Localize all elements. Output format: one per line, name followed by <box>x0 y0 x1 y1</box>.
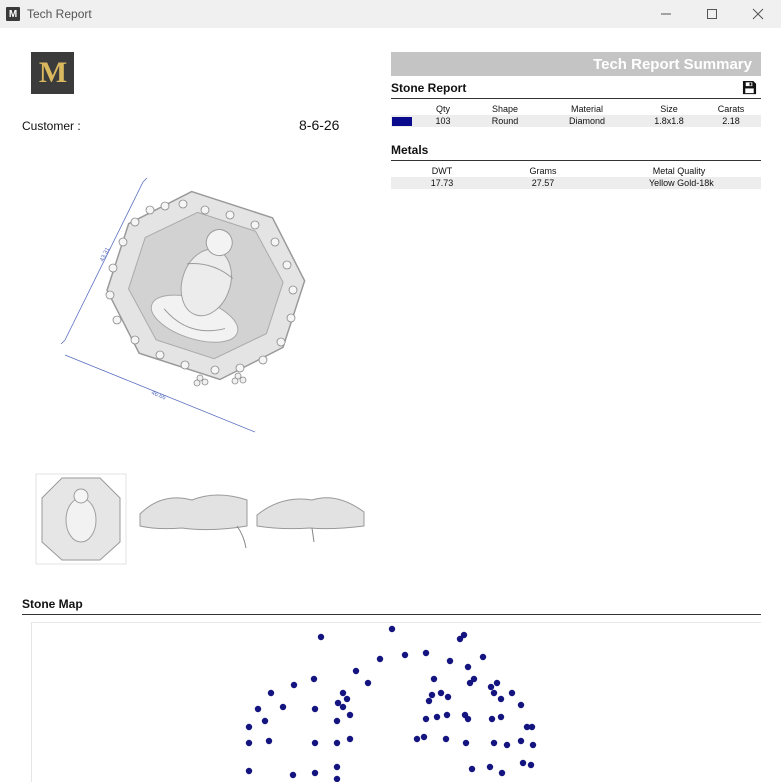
stone-dot <box>377 656 383 662</box>
stone-shape: Round <box>491 116 519 126</box>
stone-dot <box>334 764 340 770</box>
maximize-icon <box>706 8 718 20</box>
table-row <box>391 115 761 127</box>
stone-dot <box>494 680 500 686</box>
stone-dot <box>246 740 252 746</box>
stone-dot <box>347 736 353 742</box>
close-button[interactable] <box>735 0 781 28</box>
metal-dwt: 17.73 <box>430 178 454 188</box>
stone-dot <box>344 696 350 702</box>
stone-dot <box>530 742 536 748</box>
stone-dot <box>266 738 272 744</box>
stone-dot <box>389 626 395 632</box>
stone-dot <box>498 714 504 720</box>
stone-dot <box>480 654 486 660</box>
stone-dot <box>402 652 408 658</box>
close-icon <box>752 8 764 20</box>
stone-dot <box>423 716 429 722</box>
stone-dot <box>499 770 505 776</box>
summary-title: Tech Report Summary <box>593 56 752 73</box>
stone-dot <box>469 766 475 772</box>
minimize-button[interactable] <box>643 0 689 28</box>
stone-dot <box>268 690 274 696</box>
top-view-thumbnail <box>257 498 364 542</box>
col-grams: Grams <box>529 166 557 176</box>
stone-qty: 103 <box>435 116 451 126</box>
minimize-icon <box>660 8 672 20</box>
col-material: Material <box>570 104 603 114</box>
dimension-width-label: 46.66 <box>150 390 167 402</box>
stone-dot <box>340 704 346 710</box>
stone-dot <box>491 690 497 696</box>
stone-dot <box>520 760 526 766</box>
logo-letter: M <box>38 56 67 89</box>
stone-dot <box>312 706 318 712</box>
stone-dot <box>340 690 346 696</box>
window-controls <box>643 0 781 28</box>
stone-dot <box>463 740 469 746</box>
stone-dot <box>509 690 515 696</box>
metals-header-row <box>391 165 761 177</box>
stone-dot <box>426 698 432 704</box>
stone-dot <box>423 650 429 656</box>
stone-dot <box>443 736 449 742</box>
stone-dot <box>334 718 340 724</box>
stone-dot <box>518 738 524 744</box>
stone-dot <box>255 706 261 712</box>
table-row <box>391 177 761 189</box>
col-qty: Qty <box>435 104 450 114</box>
stone-dot <box>421 734 427 740</box>
stone-dot <box>488 684 494 690</box>
col-size: Size <box>660 104 678 114</box>
stone-dot <box>431 676 437 682</box>
pendant-render-image <box>55 170 335 440</box>
metal-grams: 27.57 <box>531 178 555 188</box>
stone-dot <box>528 762 534 768</box>
stone-report-heading <box>391 81 761 99</box>
stone-dot <box>444 712 450 718</box>
stone-dot <box>414 736 420 742</box>
stone-dot <box>246 724 252 730</box>
stone-dot <box>465 716 471 722</box>
stone-carats: 2.18 <box>722 116 740 126</box>
stone-dot <box>262 718 268 724</box>
stone-size: 1.8x1.8 <box>654 116 684 126</box>
col-metal-quality: Metal Quality <box>652 166 706 176</box>
front-view-thumbnail <box>36 474 126 564</box>
app-icon: M <box>6 7 20 21</box>
stone-dot <box>312 740 318 746</box>
stone-map-panel <box>31 622 761 782</box>
stone-dot <box>498 696 504 702</box>
stone-dot <box>447 658 453 664</box>
stone-dot <box>529 724 535 730</box>
summary-header <box>391 52 761 76</box>
customer-label: Customer : <box>22 119 81 133</box>
stone-dot <box>489 716 495 722</box>
window-titlebar <box>0 0 781 28</box>
stone-dot <box>290 772 296 778</box>
report-date: 8-6-26 <box>299 117 340 133</box>
stone-dot <box>434 714 440 720</box>
stone-dot <box>461 632 467 638</box>
stone-dot <box>504 742 510 748</box>
stone-dot <box>312 770 318 776</box>
stone-dot <box>291 682 297 688</box>
stone-dot <box>311 676 317 682</box>
stone-dot <box>429 692 435 698</box>
stone-material: Diamond <box>568 116 606 126</box>
stone-dot <box>518 702 524 708</box>
stone-dot <box>491 740 497 746</box>
stone-map-heading: Stone Map <box>22 597 761 615</box>
stone-dot <box>246 768 252 774</box>
stone-dot <box>471 676 477 682</box>
stone-dot <box>353 668 359 674</box>
view-thumbnails <box>32 470 372 570</box>
stone-dot <box>487 764 493 770</box>
stone-dot <box>365 680 371 686</box>
maximize-button[interactable] <box>689 0 735 28</box>
stone-dot <box>280 704 286 710</box>
stone-map-canvas <box>32 623 761 782</box>
col-carats: Carats <box>717 104 745 114</box>
stone-dot <box>334 740 340 746</box>
stone-report-header-row <box>391 103 761 115</box>
dimension-height-label: 43.31 <box>99 246 112 263</box>
stone-color-swatch <box>392 117 412 126</box>
col-dwt: DWT <box>431 166 453 176</box>
stone-dot <box>465 664 471 670</box>
stone-dot <box>334 776 340 782</box>
metal-quality: Yellow Gold-18k <box>649 178 714 188</box>
stone-dot <box>335 700 341 706</box>
metals-title: Metals <box>391 143 429 157</box>
stone-report-title: Stone Report <box>391 81 467 95</box>
stone-dot <box>347 712 353 718</box>
stone-dot <box>438 690 444 696</box>
side-view-thumbnail <box>140 495 247 548</box>
col-shape: Shape <box>491 104 519 114</box>
metals-heading <box>391 143 761 161</box>
stone-dot <box>318 634 324 640</box>
stone-dot <box>445 694 451 700</box>
floppy-disk-icon[interactable] <box>742 80 757 95</box>
company-logo <box>31 52 74 94</box>
window-title: Tech Report <box>27 7 92 21</box>
